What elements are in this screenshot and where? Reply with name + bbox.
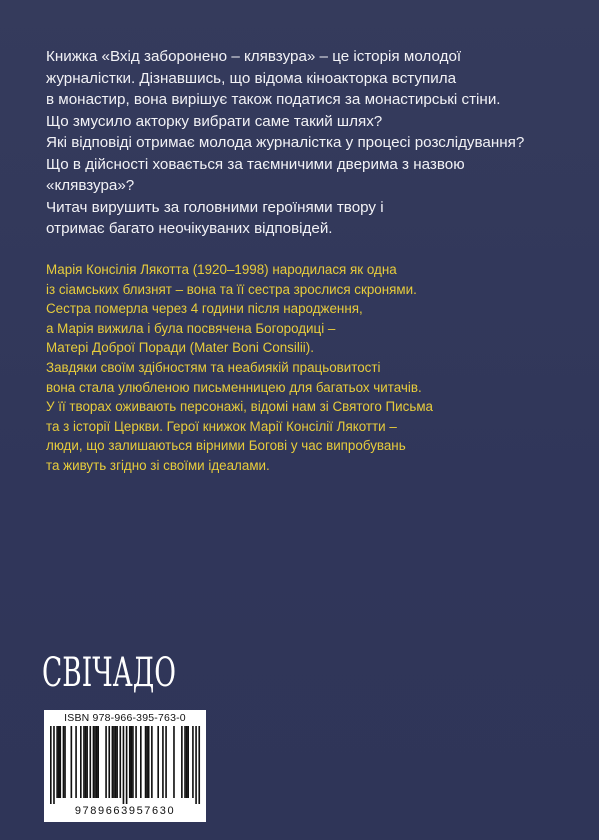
bio-line: Марія Консілія Лякотта (1920–1998) народилася як одна	[46, 262, 397, 277]
barcode-bar	[131, 726, 133, 798]
barcode-bar	[132, 726, 134, 798]
barcode-bar	[192, 726, 194, 798]
barcode-bar	[115, 726, 117, 798]
bio-line: Матері Доброї Поради (Mater Boni Consilii).	[46, 340, 314, 356]
barcode-bar	[112, 726, 114, 798]
barcode-bar	[80, 726, 82, 798]
blurb-line: в монастир, вона вирішує також податися за монастирські стіни.	[46, 91, 501, 108]
barcode-bar	[113, 726, 115, 798]
barcode-bar	[165, 726, 167, 798]
barcode-bar	[135, 726, 137, 798]
blurb-line: отримає багато неочікуваних відповідей.	[46, 220, 333, 237]
barcode-bar	[58, 726, 60, 798]
barcode-bars	[50, 726, 200, 804]
book-blurb	[46, 46, 566, 240]
barcode-bar	[93, 726, 95, 798]
barcode-bar	[129, 726, 131, 798]
bio-line: Завдяки своїм здібностям та неабиякій працьовитості	[46, 359, 381, 375]
barcode-bar	[50, 726, 52, 804]
bio-line: а Марія вижила і була посвячена Богородиці –	[46, 320, 336, 336]
barcode-bar	[123, 726, 125, 804]
blurb-line: Які відповіді отримає молода журналістка у процесі розслідування?	[46, 134, 525, 151]
barcode-bar	[198, 726, 200, 804]
barcode-bar	[97, 726, 99, 798]
barcode-bar	[181, 726, 183, 798]
bio-line: люди, що залишаються вірними Богові у час випробувань	[46, 438, 406, 454]
barcode-bar	[85, 726, 87, 798]
barcode-bar	[86, 726, 88, 798]
barcode-bar	[173, 726, 175, 798]
barcode-bar	[116, 726, 118, 798]
barcode-bar	[145, 726, 147, 798]
blurb-line: Що змусило акторку вибрати саме такий шлях?	[46, 112, 383, 130]
barcode-bar	[59, 726, 61, 798]
barcode-bar	[148, 726, 150, 798]
bio-line: У її творах оживають персонажі, відомі нам зі Святого Письма	[46, 399, 433, 415]
publisher-logo-mark	[40, 640, 180, 700]
barcode-bar	[126, 726, 128, 804]
isbn-text: ISBN 978-966-395-763-0	[64, 712, 186, 724]
barcode-bar	[75, 726, 77, 798]
barcode-bar	[63, 726, 65, 798]
barcode-bar	[96, 726, 98, 798]
blurb-line: журналістки. Дізнавшись, що відома кіноакторка вступила	[46, 69, 457, 87]
barcode-bar	[105, 726, 107, 798]
bio-line: Сестра померла через 4 години після народження,	[46, 301, 363, 317]
barcode-bar	[53, 726, 55, 804]
barcode-bar	[119, 726, 121, 798]
bio-line: та живуть згідно зі своїми ідеалами.	[46, 457, 270, 473]
barcode-label	[44, 710, 206, 822]
barcode-bar	[64, 726, 66, 798]
barcode-bar	[195, 726, 197, 804]
barcode-bar	[56, 726, 58, 798]
bio-line: із сіамських близнят – вона та її сестра зрослися скронями.	[46, 281, 417, 297]
blurb-line: Що в дійсності ховається за таємничими дверима з назвою	[46, 155, 465, 173]
barcode-bar	[140, 726, 142, 798]
bio-line: вона стала улюбленою письменницею для багатьох читачів.	[46, 379, 422, 395]
barcode-bar	[83, 726, 85, 798]
barcode-bar	[186, 726, 188, 798]
barcode-bar	[162, 726, 164, 798]
bio-line: та з історії Церкви. Герої книжок Марії Консілії Лякотти –	[46, 418, 397, 434]
barcode-bar	[71, 726, 73, 798]
blurb-line: Книжка «Вхід заборонено – клявзура» – це історія молодої	[46, 48, 462, 65]
author-bio	[46, 260, 566, 476]
ean-digits: 9789663957630	[74, 805, 176, 817]
barcode-bar	[108, 726, 110, 798]
blurb-line: Читач вирушить за головними героїнями твору і	[46, 198, 384, 216]
publisher-logo	[40, 640, 180, 700]
barcode-bar	[157, 726, 159, 798]
barcode-bar	[184, 726, 186, 798]
barcode-bar	[89, 726, 91, 798]
barcode-bar	[94, 726, 96, 798]
blurb-line: «клявзура»?	[46, 177, 135, 194]
barcode-bar	[151, 726, 153, 798]
barcode-bar	[187, 726, 189, 798]
barcode-bar	[146, 726, 148, 798]
publisher-logo-text: СВІЧАДО	[42, 650, 176, 696]
